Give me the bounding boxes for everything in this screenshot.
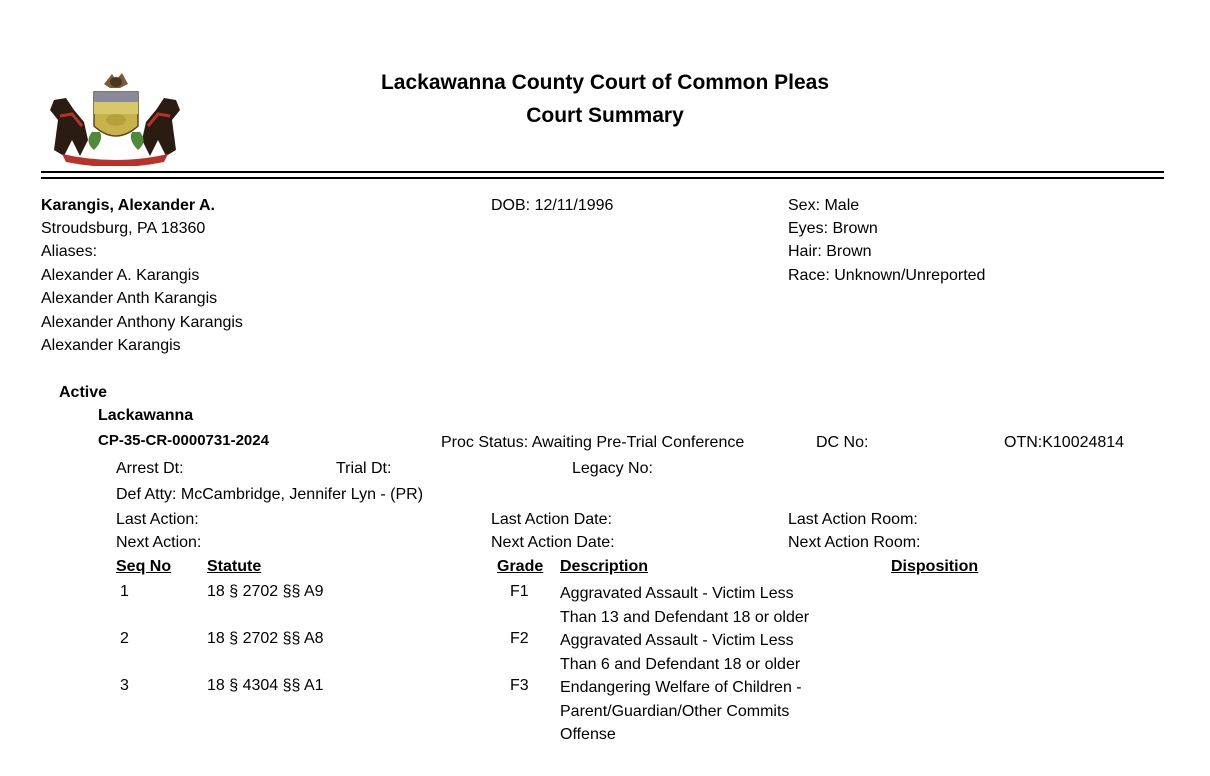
charge-description: Endangering Welfare of Children - bbox=[560, 679, 802, 696]
column-header-grade: Grade bbox=[497, 558, 544, 575]
arrest-date: Arrest Dt: bbox=[116, 460, 184, 477]
charge-description: Aggravated Assault - Victim Less bbox=[560, 585, 794, 602]
sex: Sex: Male bbox=[788, 197, 860, 214]
column-header-statute: Statute bbox=[207, 558, 262, 575]
otn: OTN:K10024814 bbox=[1004, 434, 1125, 451]
court-title: Lackawanna County Court of Common Pleas bbox=[380, 71, 830, 94]
last-action-date: Last Action Date: bbox=[491, 511, 612, 528]
charge-statute: 18 § 2702 §§ A8 bbox=[207, 630, 324, 647]
next-action: Next Action: bbox=[116, 534, 202, 551]
page-title: Court Summary bbox=[526, 104, 684, 127]
defendant-address: Stroudsburg, PA 18360 bbox=[41, 220, 206, 237]
alias-item: Alexander Karangis bbox=[41, 337, 181, 354]
charge-description: Parent/Guardian/Other Commits bbox=[560, 703, 790, 720]
alias-item: Alexander Anthony Karangis bbox=[41, 314, 243, 331]
charge-statute: 18 § 4304 §§ A1 bbox=[207, 677, 324, 694]
hair: Hair: Brown bbox=[788, 243, 872, 260]
column-header-description: Description bbox=[560, 558, 649, 575]
dc-no: DC No: bbox=[816, 434, 869, 451]
dob: DOB: 12/11/1996 bbox=[491, 197, 614, 214]
next-action-room: Next Action Room: bbox=[788, 534, 921, 551]
defense-attorney: Def Atty: McCambridge, Jennifer Lyn - (PR) bbox=[116, 486, 424, 503]
divider bbox=[41, 171, 1164, 173]
aliases-label: Aliases: bbox=[41, 243, 98, 260]
alias-item: Alexander A. Karangis bbox=[41, 267, 200, 284]
column-header-disposition: Disposition bbox=[891, 558, 979, 575]
race: Race: Unknown/Unreported bbox=[788, 267, 986, 284]
charge-grade: F1 bbox=[510, 583, 529, 600]
charge-seq: 1 bbox=[120, 583, 129, 600]
last-action-room: Last Action Room: bbox=[788, 511, 918, 528]
defendant-name: Karangis, Alexander A. bbox=[41, 197, 215, 214]
county-name: Lackawanna bbox=[98, 407, 194, 424]
alias-item: Alexander Anth Karangis bbox=[41, 290, 218, 307]
docket-number: CP-35-CR-0000731-2024 bbox=[98, 432, 269, 449]
charge-seq: 3 bbox=[120, 677, 129, 694]
proc-status: Proc Status: Awaiting Pre-Trial Conference bbox=[441, 434, 745, 451]
charge-grade: F3 bbox=[510, 677, 529, 694]
charge-seq: 2 bbox=[120, 630, 129, 647]
eyes: Eyes: Brown bbox=[788, 220, 878, 237]
next-action-date: Next Action Date: bbox=[491, 534, 615, 551]
legacy-no: Legacy No: bbox=[572, 460, 653, 477]
column-header-seq: Seq No bbox=[116, 558, 172, 575]
divider bbox=[41, 177, 1164, 179]
charge-description: Offense bbox=[560, 726, 616, 743]
last-action: Last Action: bbox=[116, 511, 199, 528]
charge-description: Aggravated Assault - Victim Less bbox=[560, 632, 794, 649]
section-status: Active bbox=[59, 384, 108, 401]
charge-description: Than 13 and Defendant 18 or older bbox=[560, 609, 810, 626]
charge-grade: F2 bbox=[510, 630, 529, 647]
charge-statute: 18 § 2702 §§ A9 bbox=[207, 583, 324, 600]
trial-date: Trial Dt: bbox=[336, 460, 392, 477]
charge-description: Than 6 and Defendant 18 or older bbox=[560, 656, 801, 673]
